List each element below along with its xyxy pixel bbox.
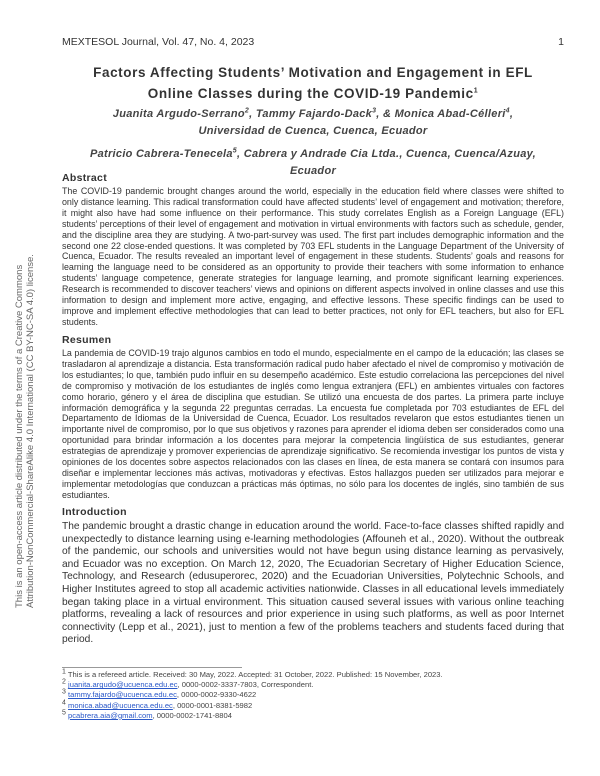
author-sep-1: , [249,108,256,120]
author-2-mark: 3 [372,107,377,115]
title-line-2-text: Online Classes during the COVID-19 Pandemic [147,86,474,101]
author-1: Juanita Argudo-Serrano [112,108,245,120]
authors-line-2 [62,146,564,163]
author-4-mark: 5 [232,147,237,155]
author-block [62,106,564,180]
email-link-3[interactable]: monica.abad@ucuenca.edu.ec [68,700,173,710]
email-link-1[interactable]: juanita.argudo@ucuenca.edu.ec [68,680,178,690]
license-text [14,148,36,608]
footnote-3-text: , 0000-0002-9330-4622 [176,690,257,700]
license-line-1: This is an open-access article distributed under the terms of a Creative Commons [14,264,25,608]
footnote-4-mark: 4 [62,699,66,707]
abstract-text: The COVID-19 pandemic brought changes around the world, especially in the education field where classes were shifted to only distance learning. This radical transformation could have affected students’ level of engagement and motivation; therefore, it might also have had some influence on their performance. This study correlates English as a Foreign Language (EFL) students’ perceptions of their level of engagement and motivation in virtual environments with factors such as schedule, gender, and the discipline area they are studying. A two-part-survey was used. The first part includes demographic information and the second one 22 close-ended questions. It was completed by 703 EFL students in the Language Department of the University of Cuenca, Ecuador. The results revealed an important level of engagement in these students. Students’ goals and reasons for learning the language need to be considered as an opportunity to provide their teachers with some information to enhance students’ language competence, generate strategies for language learning, and promote significant learning experiences. Research is recommended to discover teachers’ views and opinions on different aspects involved in online classes and use this information to design and implement more active, engaging, and effective lessons. These specific findings can be used to improve and implement effective methodologies that can lead to better practices, not only for EFL teachers, but also for EFL students. [62,186,564,327]
title-footnote-mark: 1 [473,87,479,95]
footnote-5 [62,711,564,721]
resumen-heading: Resumen [62,334,112,346]
footnote-1 [62,670,564,680]
author-2: Tammy Fajardo-Dack [255,108,373,120]
footnote-2 [62,680,564,690]
footnote-4 [62,701,564,711]
page-number: 1 [558,36,564,48]
footnote-1-text: This is a refereed article. Received: 30 May, 2022. Accepted: 31 October, 2022. Published: 15 November, 2023. [67,670,443,679]
footnote-2-mark: 2 [62,678,66,686]
title-line-2 [62,83,564,104]
author-4: Patricio Cabrera-Tenecela [89,148,233,160]
footnote-3 [62,690,564,700]
authors-line-1 [62,106,564,123]
footnote-5-text: , 0000-0002-1741-8804 [152,710,232,720]
license-line-2: Attribution-NonCommercial-ShareAlike 4.0 International (CC BY-NC-SA 4.0) license. [25,254,36,608]
author-sep-3: , [509,108,514,120]
author-1-mark: 2 [244,107,250,115]
footnotes [62,670,564,721]
affiliation-1: Universidad de Cuenca, Cuenca, Ecuador [198,125,428,137]
license-sidebar [14,148,36,608]
introduction-text: The pandemic brought a drastic change in education around the world. Face-to-face classes shifted rapidly and unexpectedly to distance learning using e-learning methodologies (Affouneh et al., 2020). Without the outbreak of the pandemic, our schools and universities would not have begun using distance learning as pervasively, and Ecuador was no exception. On March 12, 2020, The Ecuadorian Secretary of Higher Education Science, Technology, and Research (edusuperorec, 2020) and the Ecuadorian Universities, Polytechnic Schools, and Higher Institutes agreed to stop all academic activities nationwide. Classes in all educational levels immediately began taking place in a virtual environment. This situation caused several issues with various online teaching platforms, revealing a lack of resources and prior experience in using such platforms, as well as poor Internet connectivity (Lepp et al., 2021), just to mention a few of the problems teachers and students faced during that period. [62,521,564,646]
affiliation-3: Ecuador [289,165,337,177]
abstract-heading: Abstract [62,172,107,184]
author-3: Monica Abad-Célleri [394,108,506,120]
footnote-3-mark: 3 [62,688,66,696]
footnote-4-text: , 0000-0001-8381-5982 [172,700,253,710]
author-3-mark: 4 [505,107,510,115]
footnote-5-mark: 5 [62,709,66,717]
footnote-2-text: , 0000-0002-3337-7803, Correspondent. [177,680,314,690]
email-link-2[interactable]: tammy.fajardo@ucuenca.edu.ec [68,690,177,700]
title-line-1: Factors Affecting Students’ Motivation and Engagement in EFL [93,65,533,80]
running-header [62,36,564,48]
email-link-4[interactable]: pcabrera.aia@gmail.com [68,710,153,720]
author-sep-2: , & [376,108,395,120]
affiliation-2: , Cabrera y Andrade Cia Ltda., Cuenca, Cuenca/Azuay, [236,148,537,160]
footnote-divider [62,667,242,668]
footnote-1-mark: 1 [62,668,66,676]
article-title [62,62,564,104]
resumen-text: La pandemia de COVID-19 trajo algunos cambios en todo el mundo, especialmente en el campo de la educación; las clases se trasladaron al aprendizaje a distancia. Esta transformación radical pudo haber afectado el nivel de compromiso y motivación de los estudiantes; lo que, también pudo influir en su desempeño académico. Este estudio correlaciona las percepciones del nivel de compromiso y motivación de los estudiantes de inglés como lengua extranjera (EFL) en ambientes virtuales con factores como horario, género y el área de disciplina que estudian. Se utilizó una encuesta de dos partes. La primera parte incluye información demográfica y la segunda 22 preguntas cerradas. La encuesta fue completada por 703 estudiantes de EFL del Departamento de Idiomas de la Universidad de Cuenca, Ecuador. Los resultados revelaron que estos estudiantes tienen un importante nivel de compromiso, por lo que sus objetivos y razones para aprender el idioma deben ser considerados como una oportunidad para brindar información a los docentes para mejorar la competencia lingüística de sus estudiantes, generar estrategias de aprendizaje y promover experiencias de aprendizaje significativo. Se recomienda investigar los puntos de vista y opiniones de los docentes sobre aspectos relacionados con las clases en línea, de esta manera se contará con insumos para diseñar e implementar lecciones más activas, motivadoras y efectivas. Estos hallazgos pueden ser utilizados para mejorar e implementar metodologías que conduzcan a prácticas más óptimas, no sólo para los docentes de inglés, sino también de sus estudiantes. [62,348,564,500]
introduction-heading: Introduction [62,506,127,518]
journal-citation: MEXTESOL Journal, Vol. 47, No. 4, 2023 [62,36,255,48]
